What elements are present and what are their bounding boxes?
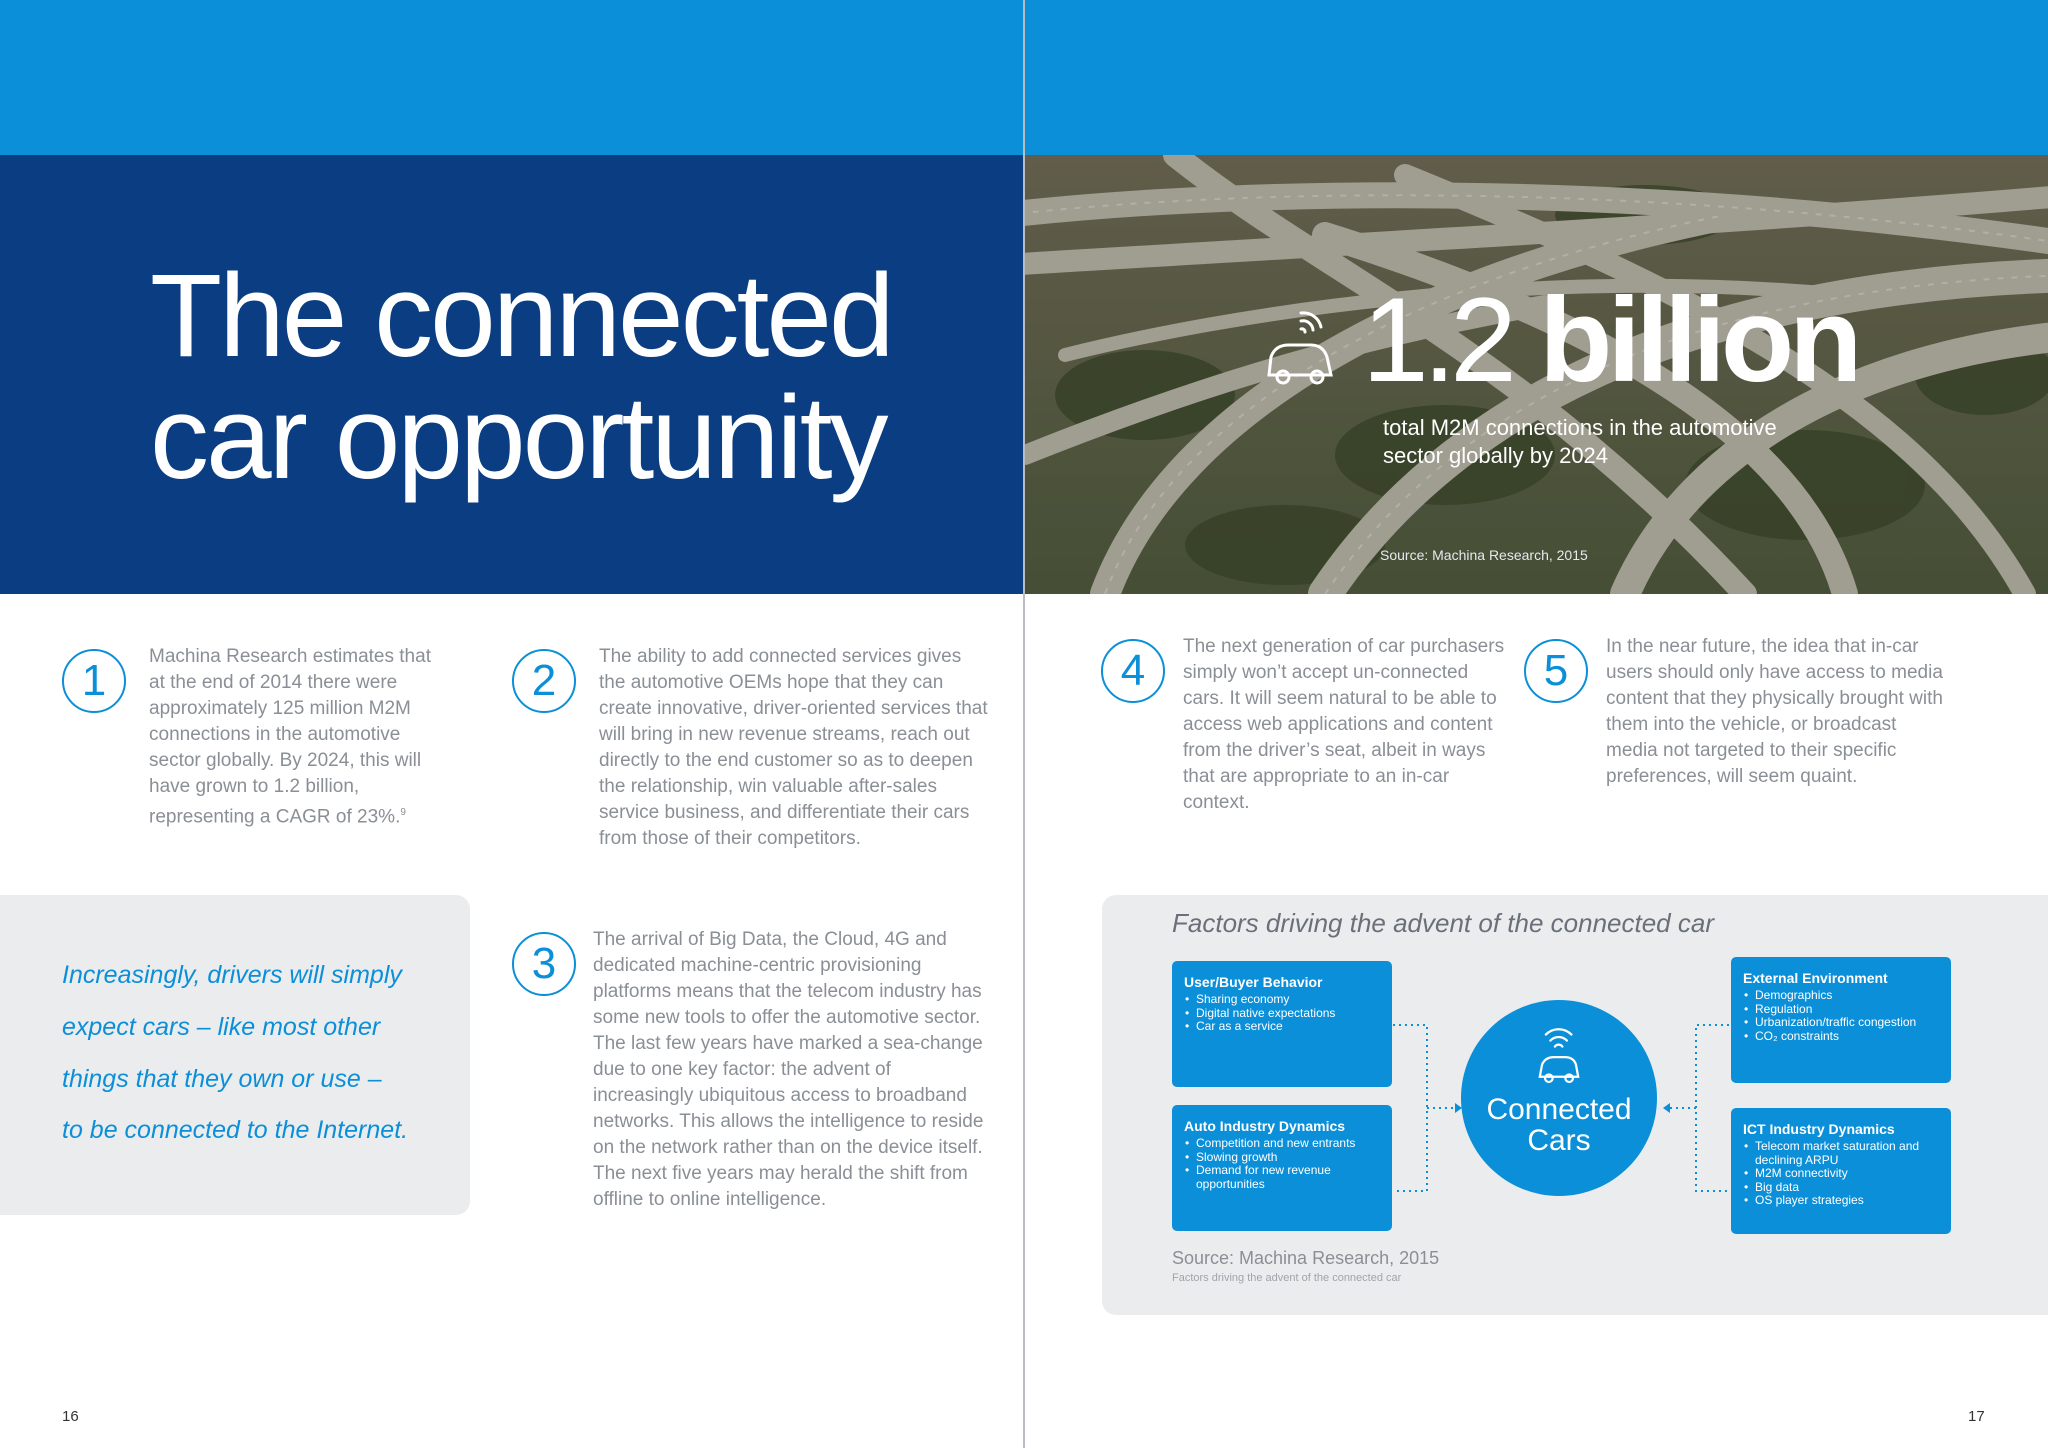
pull-quote-line-4: to be connected to the Internet.: [62, 1116, 409, 1144]
factor-item: • OS player strategies: [1753, 1194, 1941, 1208]
factor-item: • CO₂ constraints: [1753, 1030, 1941, 1044]
factors-source: Source: Machina Research, 2015: [1172, 1248, 1440, 1268]
factor-item: • Car as a service: [1194, 1020, 1382, 1034]
page-title: [150, 250, 1010, 504]
point-3-text: The arrival of Big Data, the Cloud, 4G and dedicated machine-centric provisioning platforms means that the telecom industry has some new tools to offer the automotive sector. The last few years have marked a sea-change due to one key factor: the advent of increasingly ubiquitous access to broadband networks. This allows the intelligence to reside on the network rather than on the device itself. The next five years may herald the shift from offline to online intelligence.: [593, 929, 984, 1210]
stat-source: Source: Machina Research, 2015: [1380, 547, 1588, 563]
point-1-body: Machina Research estimates that at the end of 2014 there were approximately 125 million M2M connections in the automotive sector globally. By 2024, this will have grown to 1.2 billion, representing a CAGR of 23%.: [149, 646, 431, 828]
factors-title: Factors driving the advent of the connected car: [1172, 908, 1714, 938]
connected-car-icon: [1263, 305, 1338, 390]
point-3-number-icon: 3: [512, 932, 576, 996]
factor-item: • Regulation: [1753, 1003, 1941, 1017]
factor-box-ict-industry: [1731, 1108, 1951, 1234]
factor-item: • Competition and new entrants: [1194, 1137, 1382, 1151]
factor-heading: User/Buyer Behavior: [1184, 974, 1323, 990]
point-5-text: In the near future, the idea that in-car users should only have access to media content that they physically brought with them into the vehicle, or broadcast media not targeted to their specific preferences, will seem quaint.: [1606, 636, 1943, 787]
point-2-text: The ability to add connected services gives the automotive OEMs hope that they can create innovative, driver-oriented services that will bring in new revenue streams, reach out directly to the end customer so as to deepen the relationship, win valuable after-sales service business, and differentiate their cars from those of their competitors.: [599, 646, 988, 849]
page-number-left: 16: [62, 1408, 79, 1425]
stat-number: 1.2: [1362, 273, 1511, 407]
factors-caption: Factors driving the advent of the connected car: [1172, 1272, 1402, 1284]
connected-car-icon: [1527, 1024, 1591, 1088]
point-5-number-icon: 5: [1524, 639, 1588, 703]
stat-value: [1362, 275, 1857, 405]
pull-quote-panel: [0, 895, 470, 1215]
page-title-line-1: The connected: [150, 250, 892, 382]
factor-item: • Urbanization/traffic congestion: [1753, 1016, 1941, 1030]
pull-quote-line-1: Increasingly, drivers will simply: [62, 961, 402, 989]
pull-quote-line-2: expect cars – like most other: [62, 1013, 381, 1041]
factor-item: • Digital native expectations: [1194, 1007, 1382, 1021]
connected-cars-hub: [1461, 1000, 1657, 1196]
factor-heading: External Environment: [1743, 970, 1888, 986]
hub-label: [1461, 1094, 1657, 1156]
point-1-footnote: 9: [400, 807, 406, 818]
factor-item: • Demand for new revenue opportunities: [1194, 1164, 1346, 1191]
page-title-line-2: car opportunity: [150, 372, 886, 504]
point-4-text: The next generation of car purchasers simply won’t accept un-connected cars. It will seem natural to be able to access web applications and content from the driver’s seat, albeit in ways that are appropriate to an in-car context.: [1183, 636, 1505, 813]
factor-box-auto-industry: [1172, 1105, 1392, 1231]
point-1-text: [149, 644, 449, 830]
factor-item: • M2M connectivity: [1753, 1167, 1941, 1181]
factor-item: • Telecom market saturation and declining ARPU: [1753, 1140, 1925, 1167]
point-1-number-icon: 1: [62, 649, 126, 713]
point-4-number-icon: 4: [1101, 639, 1165, 703]
factor-box-user-behavior: [1172, 961, 1392, 1087]
page-number-right: 17: [1968, 1408, 1985, 1425]
factor-box-external-environment: [1731, 957, 1951, 1083]
stat-unit: billion: [1510, 273, 1858, 407]
pull-quote-line-3: things that they own or use –: [62, 1065, 382, 1093]
factor-item: • Big data: [1753, 1181, 1941, 1195]
stat-description: total M2M connections in the automotive sector globally by 2024: [1383, 415, 1777, 468]
factor-item: • Sharing economy: [1194, 993, 1382, 1007]
hub-label-line-1: Connected: [1486, 1093, 1632, 1126]
factor-heading: ICT Industry Dynamics: [1743, 1121, 1895, 1137]
factor-item: • Demographics: [1753, 989, 1941, 1003]
hub-label-line-2: Cars: [1527, 1124, 1591, 1157]
factor-item: • Slowing growth: [1194, 1151, 1382, 1165]
point-2-number-icon: 2: [512, 649, 576, 713]
factor-heading: Auto Industry Dynamics: [1184, 1118, 1346, 1134]
